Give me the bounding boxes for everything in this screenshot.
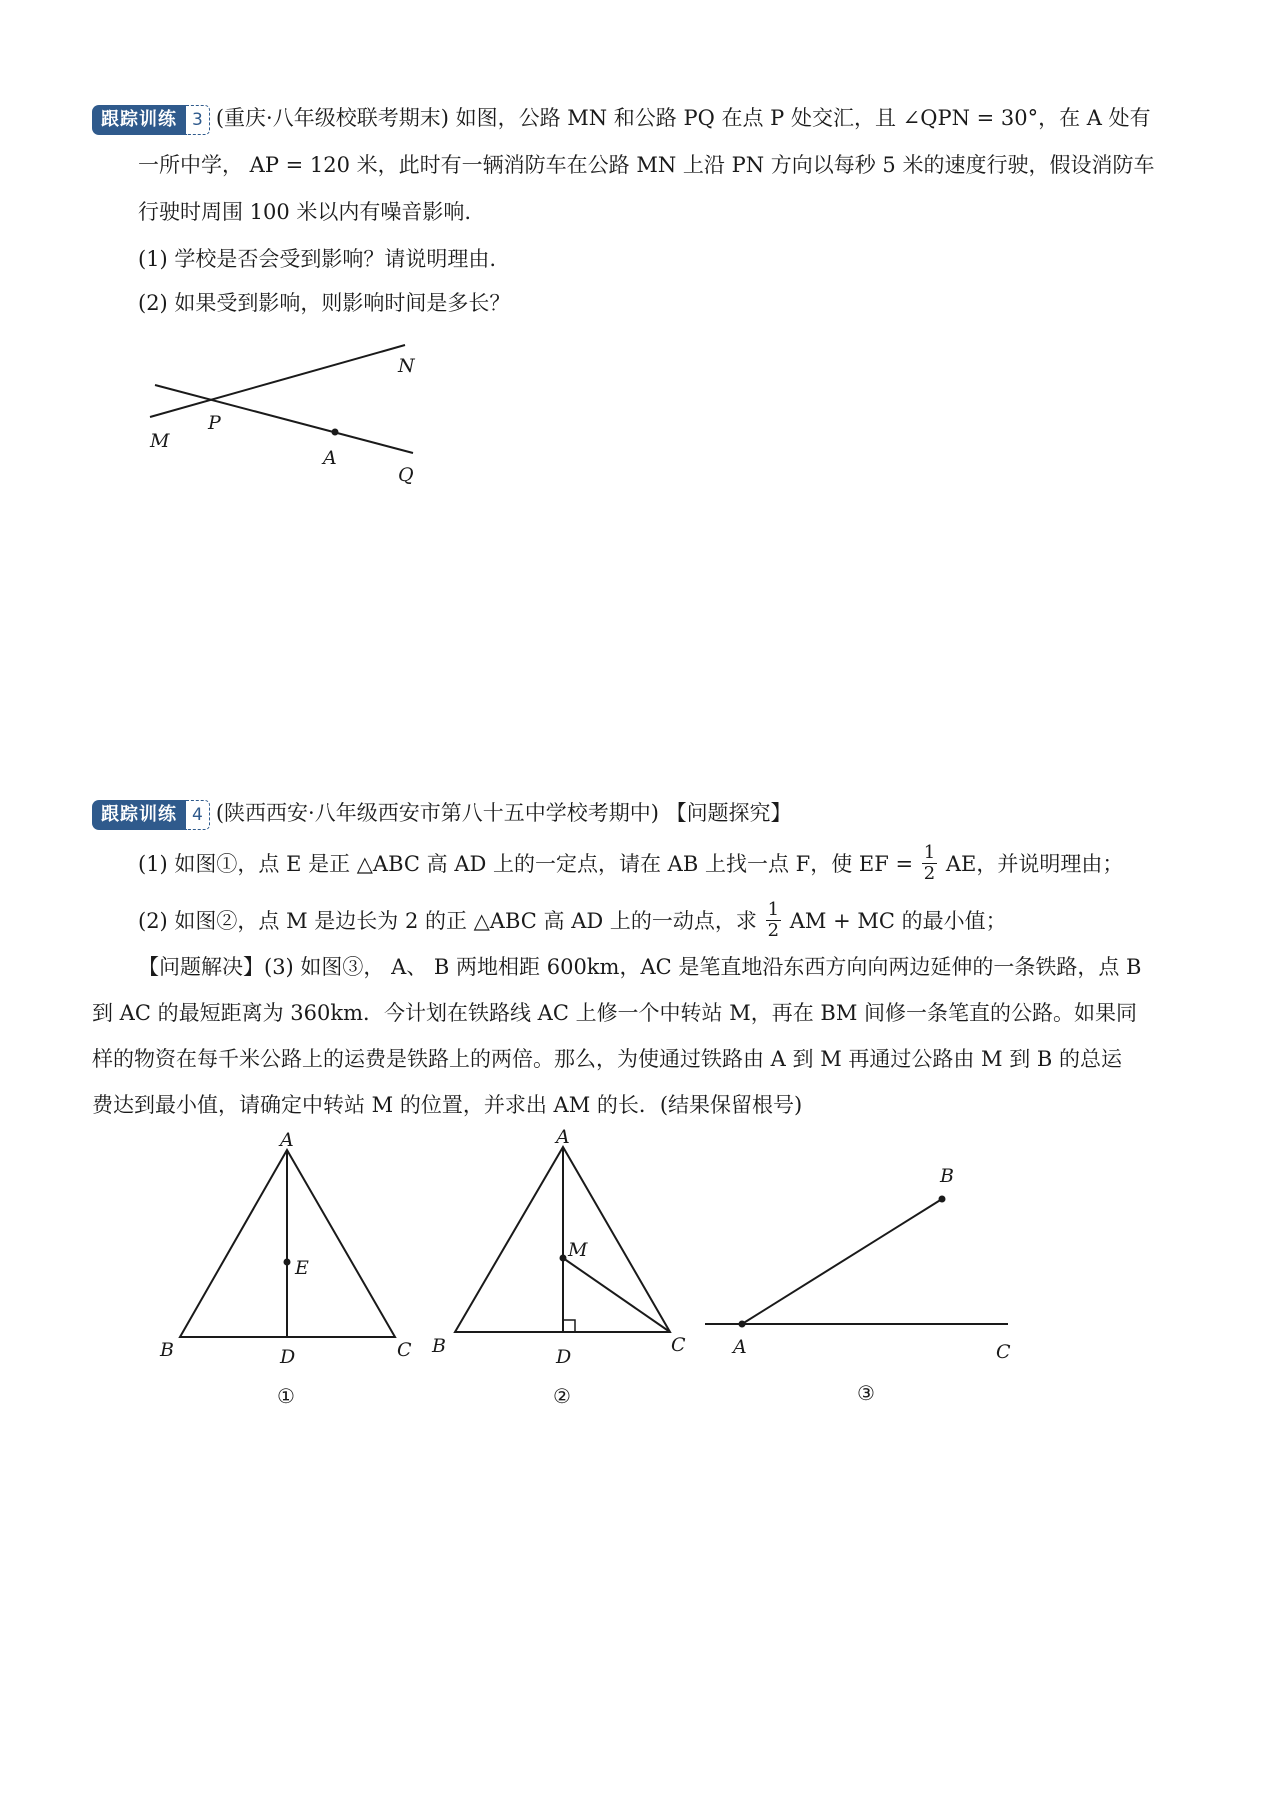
fraction-numerator: 1 bbox=[923, 842, 936, 863]
exercise4-q3-line-1: 【问题解决】(3) 如图③， A、 B 两地相距 600km，AC 是笔直地沿东西方向向两边延伸的一条铁路，点 B bbox=[138, 955, 1142, 979]
exercise3-line-3: 行驶时周围 100 米以内有噪音影响. bbox=[138, 200, 472, 224]
exercise3-tag-number: 3 bbox=[186, 105, 210, 135]
exercise4-question-2 bbox=[138, 899, 1007, 943]
fraction-numerator: 1 bbox=[767, 899, 780, 920]
fig1-label-d: D bbox=[280, 1346, 296, 1368]
label-q: Q bbox=[398, 464, 414, 486]
point-b-dot bbox=[939, 1196, 946, 1203]
fig2-label-b: B bbox=[432, 1335, 446, 1357]
fig1-label-a: A bbox=[280, 1130, 294, 1151]
exercise4-tag-number: 4 bbox=[186, 800, 210, 830]
q2-text-before: (2) 如图②，点 M 是边长为 2 的正 △ABC 高 AD 上的一动点，求 bbox=[138, 909, 757, 933]
point-a-dot bbox=[739, 1321, 746, 1328]
fig3-label-b: B bbox=[940, 1165, 954, 1187]
label-a: A bbox=[323, 447, 337, 469]
exercise3-question-2: (2) 如果受到影响，则影响时间是多长？ bbox=[138, 291, 511, 315]
exercise4-tag-label: 跟踪训练 bbox=[92, 800, 186, 830]
exercise3-tag-label: 跟踪训练 bbox=[92, 105, 186, 135]
fig3-label-a: A bbox=[733, 1336, 747, 1358]
exercise3-line-2: 一所中学， AP = 120 米，此时有一辆消防车在公路 MN 上沿 PN 方向以每秒 5 米的速度行驶，假设消防车 bbox=[138, 153, 1155, 177]
label-p: P bbox=[208, 412, 221, 434]
exercise4-header-text: (陕西西安·八年级西安市第八十五中学校考期中) 【问题探究】 bbox=[215, 801, 792, 825]
fig3-label-c: C bbox=[996, 1341, 1011, 1363]
exercise4-header bbox=[92, 798, 792, 830]
fig2-caption: ② bbox=[553, 1384, 571, 1408]
q2-text-after: AM + MC 的最小值； bbox=[789, 909, 1007, 933]
figure-3 bbox=[700, 1150, 1030, 1420]
point-m-dot bbox=[560, 1255, 567, 1262]
segment-mc bbox=[563, 1258, 670, 1332]
fig1-label-c: C bbox=[397, 1339, 412, 1361]
exercise3-text-line: (重庆·八年级校联考期末) 如图，公路 MN 和公路 PQ 在点 P 处交汇，且 ∠QPN = 30°，在 A 处有 bbox=[215, 106, 1151, 130]
q1-text-after: AE，并说明理由； bbox=[945, 852, 1124, 876]
fraction-one-half bbox=[922, 843, 937, 884]
fig2-label-d: D bbox=[556, 1346, 572, 1368]
exercise4-q3-line-4: 费达到最小值，请确定中转站 M 的位置，并求出 AM 的长．(结果保留根号) bbox=[92, 1093, 803, 1117]
fig2-label-a: A bbox=[556, 1126, 570, 1148]
label-n: N bbox=[398, 355, 415, 377]
fig2-label-c: C bbox=[671, 1334, 686, 1356]
q1-text-before: (1) 如图①，点 E 是正 △ABC 高 AD 上的一定点，请在 AB 上找一点 F，使 EF = bbox=[138, 852, 914, 876]
exercise3-question-1: (1) 学校是否会受到影响？请说明理由. bbox=[138, 247, 497, 271]
fig1-label-e: E bbox=[295, 1257, 309, 1279]
point-a-dot bbox=[332, 429, 339, 436]
exercise4-q3-line-3: 样的物资在每千米公路上的运费是铁路上的两倍。那么，为使通过铁路由 A 到 M 再通过公路由 M 到 B 的总运 bbox=[92, 1047, 1123, 1071]
exercise4-question-1 bbox=[138, 842, 1124, 886]
label-m: M bbox=[150, 430, 170, 452]
fraction-denominator: 2 bbox=[923, 863, 936, 884]
exercise3-line-1 bbox=[92, 103, 1151, 135]
fig1-label-b: B bbox=[160, 1339, 174, 1361]
segment-ab bbox=[742, 1199, 942, 1324]
figure-1 bbox=[150, 1130, 420, 1420]
exercise3-tag bbox=[92, 105, 210, 135]
road-pq bbox=[155, 385, 413, 453]
point-e-dot bbox=[284, 1259, 291, 1266]
exercise4-q3-line-2: 到 AC 的最短距离为 360km．今计划在铁路线 AC 上修一个中转站 M，再在 BM 间修一条笔直的公路。如果同 bbox=[92, 1001, 1138, 1025]
exercise3-figure bbox=[130, 330, 450, 490]
fig1-caption: ① bbox=[277, 1384, 295, 1408]
exercise4-tag bbox=[92, 800, 210, 830]
road-mn bbox=[150, 345, 405, 417]
right-angle-mark bbox=[563, 1320, 575, 1332]
fraction-denominator: 2 bbox=[767, 920, 780, 941]
figure-2 bbox=[425, 1125, 705, 1420]
fraction-one-half bbox=[766, 900, 781, 941]
fig3-caption: ③ bbox=[857, 1381, 875, 1405]
fig2-label-m: M bbox=[568, 1239, 588, 1261]
